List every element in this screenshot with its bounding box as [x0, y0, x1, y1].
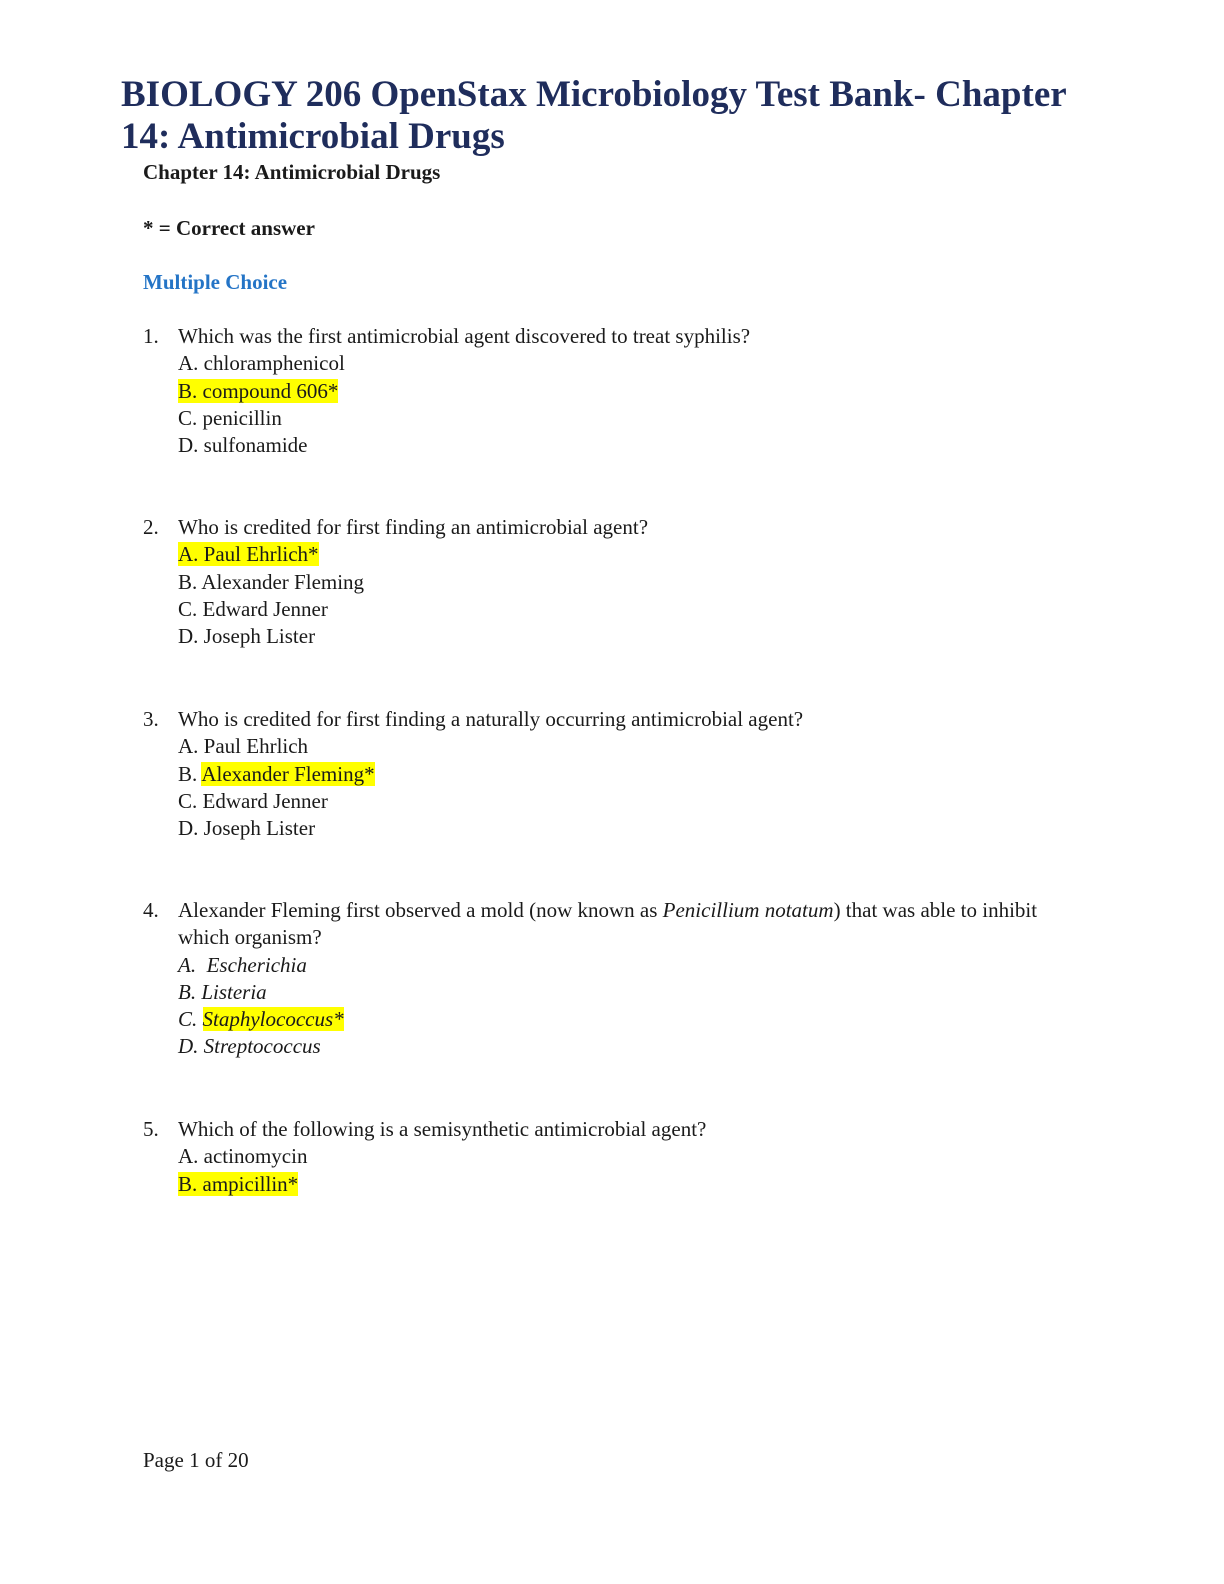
option-c: C. penicillin	[178, 405, 282, 430]
question-1	[143, 323, 1073, 459]
option-c-correct	[178, 1006, 1073, 1033]
option-a-correct	[178, 541, 1073, 568]
option-d: D. sulfonamide	[178, 433, 308, 458]
question-4	[143, 897, 1073, 1061]
question-number: 5.	[143, 1117, 159, 1141]
option-a: A. chloramphenicol	[178, 351, 345, 376]
option-b-correct	[178, 378, 1073, 405]
question-text: Which was the first antimicrobial agent discovered to treat syphilis?	[178, 324, 751, 348]
section-heading: Multiple Choice	[143, 270, 288, 294]
question-3	[143, 706, 1073, 842]
question-text-part: Alexander Fleming first observed a mold (now known as	[178, 898, 663, 922]
question-text	[178, 897, 1073, 952]
organism-name: Penicillium notatum	[662, 898, 834, 922]
option-a: A. actinomycin	[178, 1144, 308, 1169]
option-b: B. Listeria	[178, 979, 267, 1004]
option-d: D. Joseph Lister	[178, 816, 316, 841]
option-letter: C.	[178, 1007, 203, 1032]
page-number: Page 1 of 20	[143, 1448, 249, 1472]
document-title: BIOLOGY 206 OpenStax Microbiology Test Bank- Chapter 14: Antimicrobial Drugs	[121, 74, 1066, 157]
question-number: 3.	[143, 707, 159, 731]
option-b-correct	[178, 761, 1073, 788]
question-number: 2.	[143, 515, 159, 539]
question-text-part: ) that was able to inhibit which organism?	[178, 898, 1038, 950]
option-d: D. Joseph Lister	[178, 624, 316, 649]
option-b: B. Alexander Fleming	[178, 569, 365, 594]
option-c: C. Edward Jenner	[178, 788, 328, 813]
correct-answer-highlight: B. compound 606*	[178, 378, 339, 403]
chapter-heading: Chapter 14: Antimicrobial Drugs	[143, 160, 441, 184]
question-text: Which of the following is a semisynthetic antimicrobial agent?	[178, 1117, 707, 1141]
option-a: A. Escherichia	[178, 952, 307, 977]
option-c: C. Edward Jenner	[178, 596, 328, 621]
correct-answer-highlight: B. ampicillin*	[178, 1171, 299, 1196]
correct-answer-highlight: A. Paul Ehrlich*	[178, 542, 319, 567]
question-2	[143, 514, 1073, 650]
question-text: Who is credited for first finding an antimicrobial agent?	[178, 515, 649, 539]
option-b-correct	[178, 1171, 1073, 1198]
question-number: 4.	[143, 898, 159, 922]
answer-legend: * = Correct answer	[143, 216, 315, 240]
question-text: Who is credited for first finding a naturally occurring antimicrobial agent?	[178, 707, 804, 731]
correct-answer-highlight: Alexander Fleming*	[201, 761, 375, 786]
option-letter: B.	[178, 761, 202, 786]
correct-answer-highlight: Staphylococcus*	[202, 1007, 344, 1032]
option-d: D. Streptococcus	[178, 1034, 321, 1059]
option-a: A. Paul Ehrlich	[178, 734, 309, 759]
question-5	[143, 1116, 1073, 1198]
question-number: 1.	[143, 324, 159, 348]
